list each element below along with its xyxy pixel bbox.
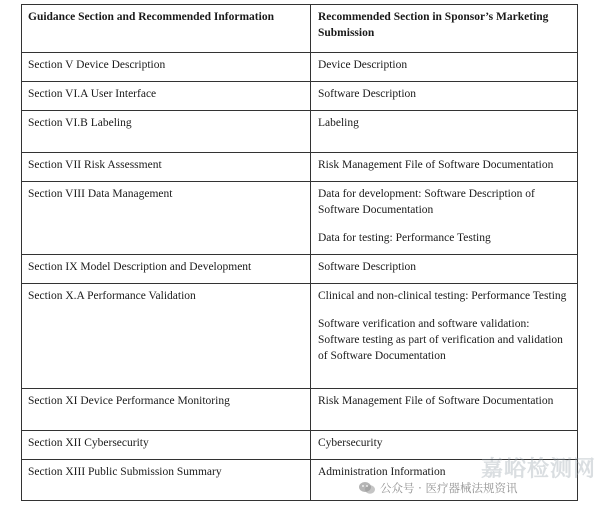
submission-text: Clinical and non-clinical testing: Performance Testing — [318, 290, 567, 302]
header-cell-guidance-section: Guidance Section and Recommended Information — [22, 5, 311, 52]
table-row — [22, 182, 577, 255]
table-row — [22, 82, 577, 111]
guidance-cell: Section IX Model Description and Development — [22, 255, 311, 283]
guidance-cell: Section VI.B Labeling — [22, 111, 311, 152]
guidance-cell: Section X.A Performance Validation — [22, 284, 311, 388]
wechat-icon — [358, 481, 376, 495]
table-header-row — [22, 5, 577, 53]
watermark-account — [358, 480, 517, 496]
table-row — [22, 284, 577, 389]
submission-text: Cybersecurity — [318, 437, 383, 449]
submission-cell — [311, 255, 577, 283]
guidance-cell: Section VII Risk Assessment — [22, 153, 311, 181]
submission-text: Data for development: Software Description of Software Documentation — [318, 188, 535, 216]
submission-cell — [311, 389, 577, 430]
header-cell-recommended-section: Recommended Section in Sponsor’s Marketing Submission — [318, 11, 549, 39]
table-row — [22, 53, 577, 82]
submission-text: Software Description — [318, 261, 417, 273]
guidance-cell: Section V Device Description — [22, 53, 311, 81]
submission-text: Data for testing: Performance Testing — [318, 232, 491, 244]
guidance-mapping-table — [21, 4, 578, 501]
submission-text: Risk Management File of Software Documentation — [318, 395, 554, 407]
table-row — [22, 111, 577, 153]
guidance-cell: Section XII Cybersecurity — [22, 431, 311, 459]
submission-text: Software verification and software validation: Software testing as part of verification and validation of Software Documentation — [318, 318, 563, 362]
submission-text: Labeling — [318, 117, 359, 129]
table-row — [22, 255, 577, 284]
submission-cell — [311, 284, 577, 388]
watermark-account-text: 公众号 · 医疗器械法规资讯 — [380, 481, 518, 495]
guidance-cell: Section XI Device Performance Monitoring — [22, 389, 311, 430]
guidance-cell: Section VI.A User Interface — [22, 82, 311, 110]
submission-cell — [311, 111, 577, 152]
submission-text: Software Description — [318, 88, 417, 100]
guidance-cell: Section XIII Public Submission Summary — [22, 460, 311, 500]
submission-text: Risk Management File of Software Documentation — [318, 159, 554, 171]
submission-text: Administration Information — [318, 466, 446, 478]
submission-cell — [311, 82, 577, 110]
submission-text: Device Description — [318, 59, 408, 71]
submission-cell — [311, 153, 577, 181]
submission-cell — [311, 182, 577, 254]
submission-cell — [311, 53, 577, 81]
table-row — [22, 389, 577, 431]
table-row — [22, 153, 577, 182]
guidance-cell: Section VIII Data Management — [22, 182, 311, 254]
watermark-site-name: 嘉峪检测网 — [480, 457, 596, 482]
